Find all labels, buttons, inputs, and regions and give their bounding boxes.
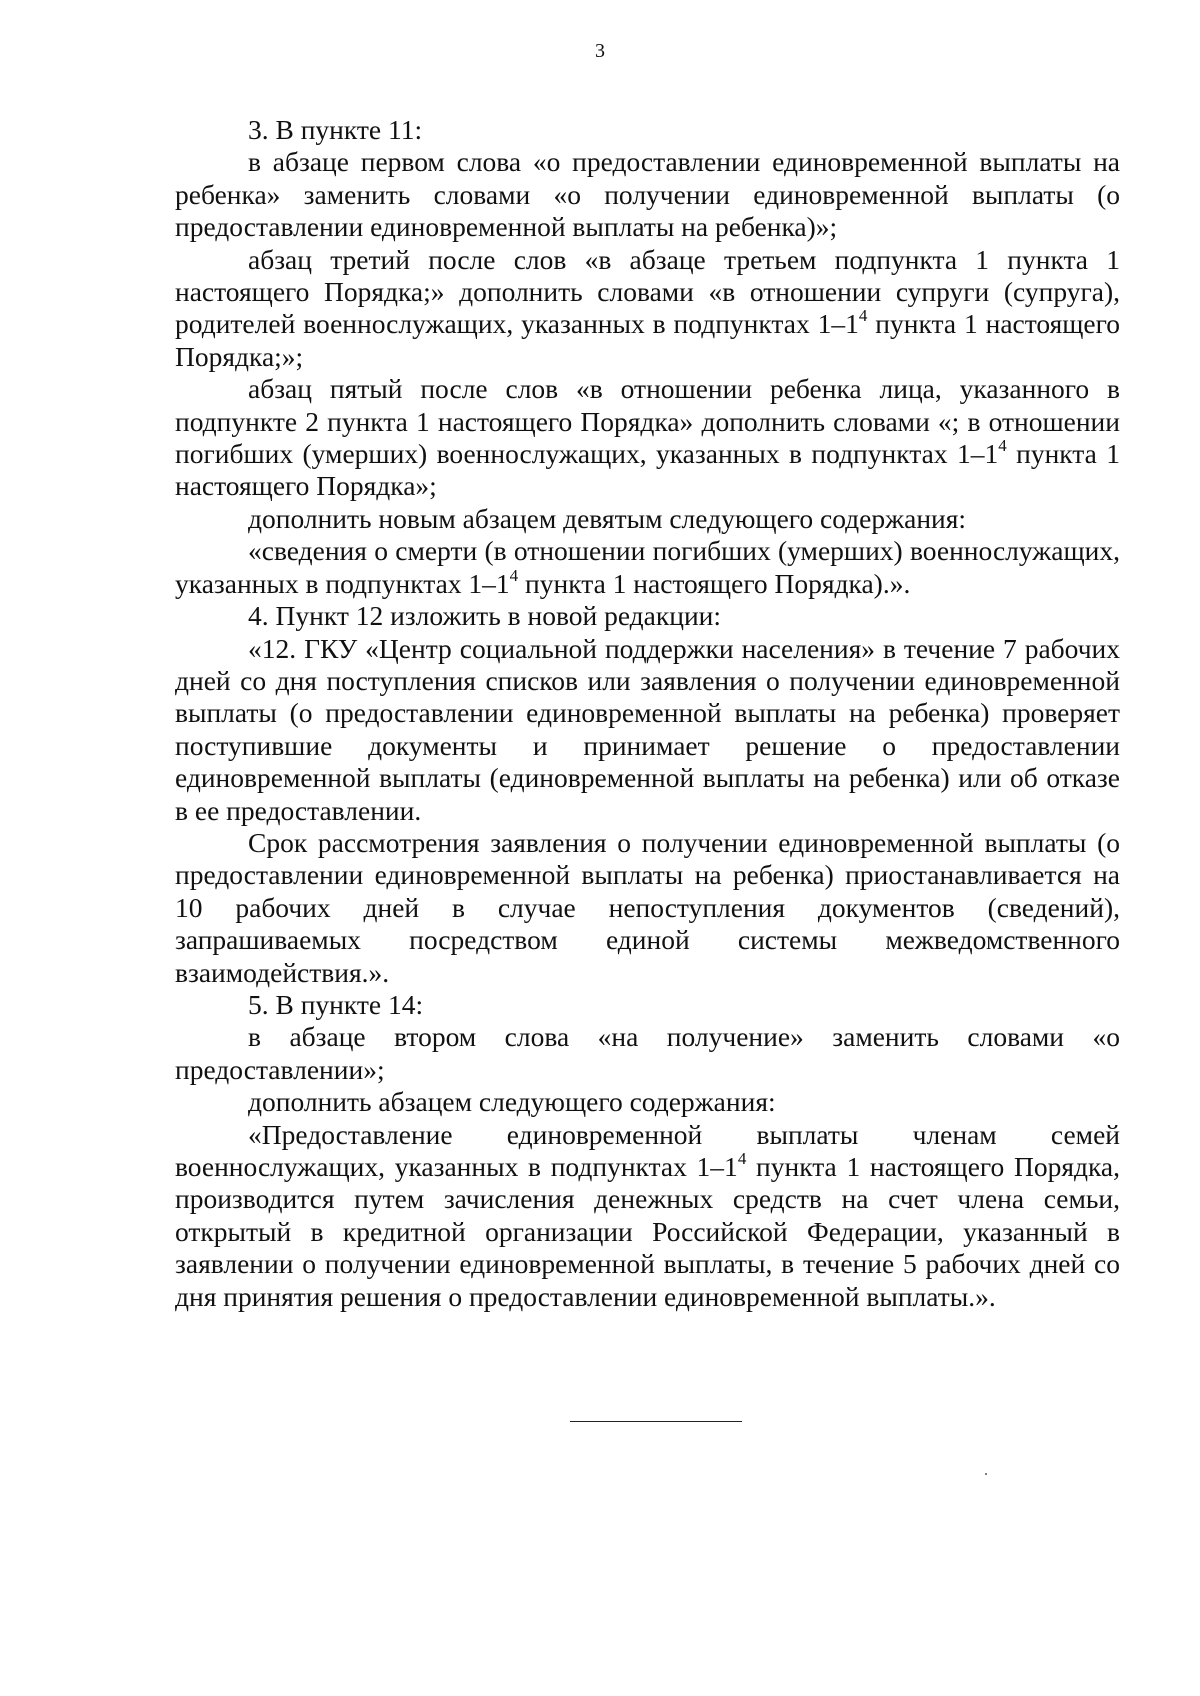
paragraph-5 (175, 503, 1120, 535)
superscript: 4 (737, 1148, 747, 1168)
text-run: абзац третий после слов «в абзаце третьем подпункта 1 пункта 1 настоящего Порядка;» дополнить словами «в отношении супруги (супруга), родителей военнослужащих, указанных в подпунктах 1–1 (175, 243, 1120, 340)
paragraph-6 (175, 535, 1120, 600)
paragraph-11 (175, 1021, 1120, 1086)
text-run: «Предоставление единовременной выплаты членам семей военнослужащих, указанных в подпунктах 1–1 (175, 1118, 1120, 1182)
text-run: пункта 1 настоящего Порядка;»; (175, 308, 1120, 372)
text-run: 4. Пункт 12 изложить в новой редакции: (248, 600, 722, 632)
text-run: абзац пятый после слов «в отношении ребенка лица, указанного в подпункте 2 пункта 1 настоящего Порядка» дополнить словами «; в отношении погибших (умерших) военнослужащих, указанных в подпунктах 1–1 (175, 373, 1120, 470)
paragraph-12 (175, 1086, 1120, 1118)
text-run: 5. В пункте 14: (248, 988, 424, 1020)
paragraph-10 (175, 989, 1120, 1021)
document-body (175, 114, 1120, 1313)
paragraph-13 (175, 1119, 1120, 1313)
paragraph-2 (175, 146, 1120, 243)
paragraph-8 (175, 633, 1120, 827)
scan-dot (985, 1473, 987, 1475)
text-run: «12. ГКУ «Центр социальной поддержки населения» в течение 7 рабочих дней со дня поступления списков или заявления о получении единовременной выплаты (о предоставлении единовременной выплаты на ребенка) проверяет поступившие документы и принимает решение о предоставлении единовременной выплаты (единовременной выплаты на ребенка) или об отказе в ее предоставлении. (175, 632, 1120, 826)
end-rule (570, 1421, 742, 1422)
text-run: пункта 1 настоящего Порядка).». (518, 567, 911, 599)
text-run: «сведения о смерти (в отношении погибших (умерших) военнослужащих, указанных в подпунктах 1–1 (175, 535, 1120, 599)
paragraph-4 (175, 373, 1120, 503)
text-run: в абзаце первом слова «о предоставлении единовременной выплаты на ребенка» заменить словами «о получении единовременной выплаты (о предоставлении единовременной выплаты на ребенка)»; (175, 146, 1120, 243)
paragraph-9 (175, 827, 1120, 989)
text-run: пункта 1 настоящего Порядка»; (175, 438, 1120, 502)
page-number: 3 (595, 40, 605, 62)
text-run: пункта 1 настоящего Порядка, производится путем зачисления денежных средств на счет члена семьи, открытый в кредитной организации Российской Федерации, указанный в заявлении о получении единовременной выплаты, в течение 5 рабочих дней со дня принятия решения о предоставлении единовременной выплаты.». (175, 1151, 1120, 1312)
superscript: 4 (858, 306, 868, 326)
text-run: в абзаце втором слова «на получение» заменить словами «о предоставлении»; (175, 1021, 1120, 1085)
superscript: 4 (998, 435, 1007, 455)
paragraph-1 (175, 114, 1120, 146)
text-run: Срок рассмотрения заявления о получении единовременной выплаты (о предоставлении единовременной выплаты на ребенка) приостанавливается на 10 рабочих дней в случае непоступления документов (сведений), запрашиваемых посредством единой системы межведомственного взаимодействия.». (175, 826, 1120, 988)
text-run: 3. В пункте 11: (248, 114, 423, 145)
paragraph-7 (175, 600, 1120, 632)
paragraph-3 (175, 244, 1120, 374)
superscript: 4 (509, 565, 519, 585)
text-run: дополнить новым абзацем девятым следующего содержания: (248, 502, 967, 534)
text-run: дополнить абзацем следующего содержания: (248, 1086, 776, 1118)
